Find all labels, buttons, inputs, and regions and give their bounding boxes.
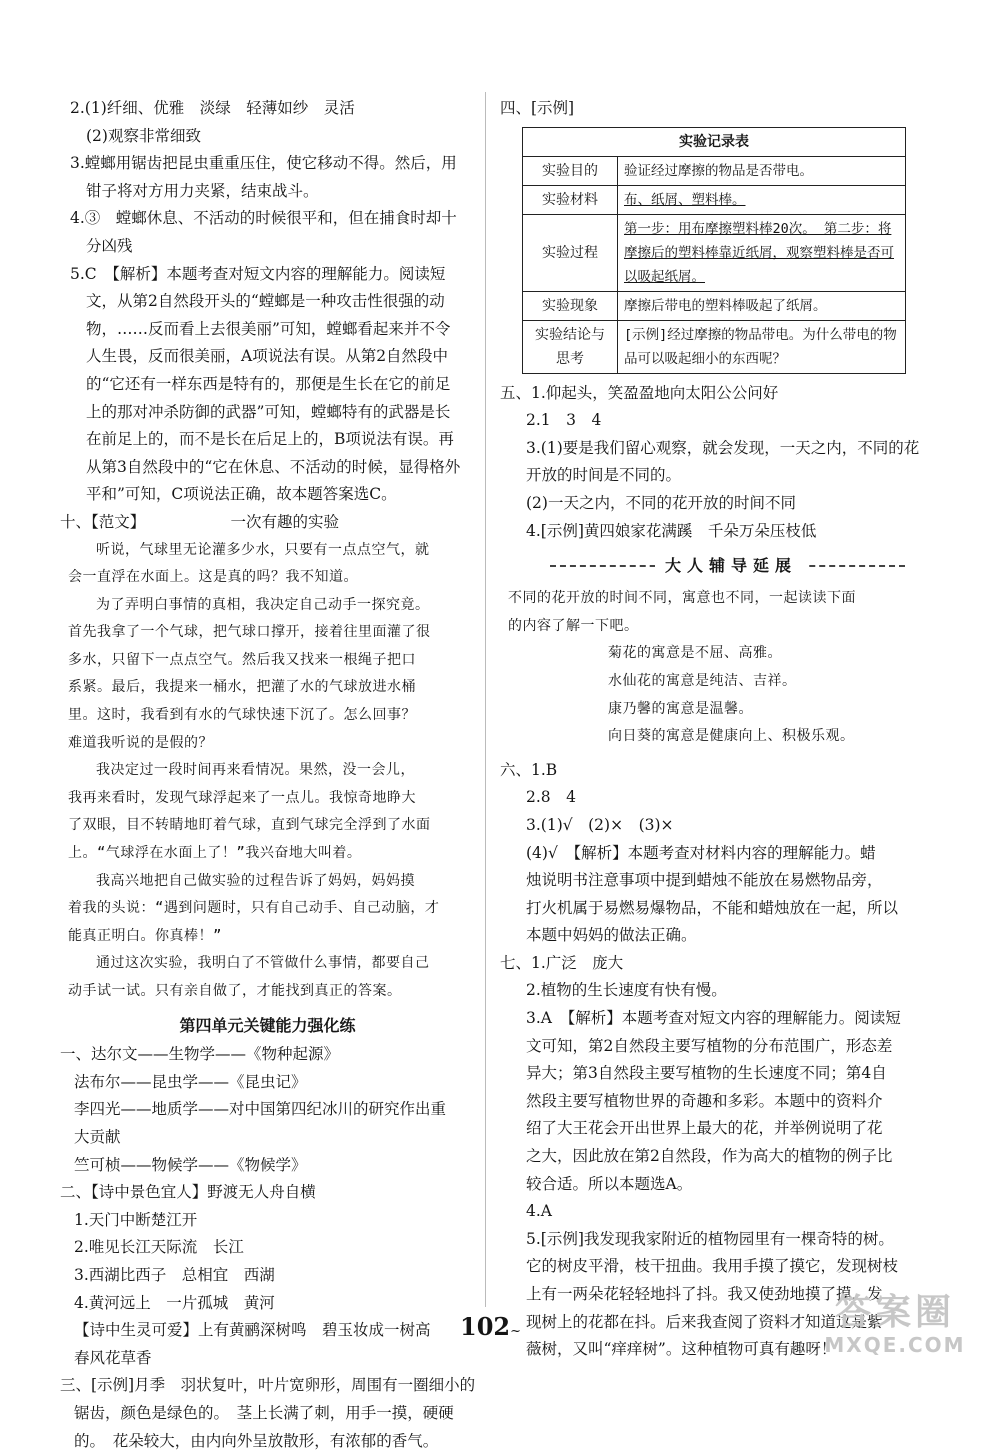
text-line: 烛说明书注意事项中提到蜡烛不能放在易燃物品旁， [500, 867, 945, 895]
text-line: 五、1.仰起头，笑盈盈地向太阳公公问好 [500, 380, 945, 408]
row-key: 实验过程 [523, 214, 618, 291]
row-key: 实验结论与思考 [523, 320, 618, 373]
text-line: 多水，只留下一点点空气。然后我又找来一根绳子把口 [60, 647, 475, 675]
text-line: 异大；第3自然段主要写植物的生长速度不同；第4自 [500, 1060, 945, 1088]
text-line: 较合适。所以本题选A。 [500, 1171, 945, 1199]
text-line: 开放的时间是不同的。 [500, 462, 945, 490]
text-line: 薇树，又叫“痒痒树”。这种植物可真有趣呀！ [500, 1336, 945, 1364]
row-value: 第一步：用布摩擦塑料棒20次。 第二步：将摩擦后的塑料棒靠近纸屑，观察塑料棒是否可以吸起纸屑。 [618, 214, 906, 291]
text-line: 首先我拿了一个气球，把气球口撑开，接着往里面灌了很 [60, 619, 475, 647]
text-line: 我再来看时，发现气球浮起来了一点儿。我惊奇地睁大 [60, 785, 475, 813]
text-line: 人生畏，反而很美丽，A项说法有误。从第2自然段中 [60, 343, 475, 371]
text-line: 1.天门中断楚江开 [60, 1207, 475, 1235]
text-line: 上。“气球浮在水面上了！”我兴奋地大叫着。 [60, 840, 475, 868]
text-line: 康乃馨的寓意是温馨。 [500, 696, 945, 724]
row-value: 验证经过摩擦的物品是否带电。 [618, 156, 906, 185]
text-line: 从第3自然段中的“它在休息、不活动的时候，显得格外 [60, 454, 475, 482]
text-line: 平和”可知，C项说法正确，故本题答案选C。 [60, 481, 475, 509]
row-key: 实验材料 [523, 185, 618, 214]
section-6-7-answers [500, 757, 945, 1364]
text-line: 春风花草香 [60, 1345, 475, 1373]
text-line: (2)观察非常细致 [60, 123, 475, 151]
row-value: 摩擦后带电的塑料棒吸起了纸屑。 [618, 291, 906, 320]
text-line: 一、达尔文——生物学——《物种起源》 [60, 1041, 475, 1069]
banner-title: 大人辅导延展 [655, 553, 807, 579]
text-line: 向日葵的寓意是健康向上、积极乐观。 [500, 723, 945, 751]
text-line: 六、1.B [500, 757, 945, 785]
table-row [523, 291, 906, 320]
text-line: 动手试一试。只有亲自做了，才能找到真正的答案。 [60, 978, 475, 1006]
text-line: 锯齿，颜色是绿色的。 茎上长满了刺，用手一摸，硬硬 [60, 1400, 475, 1428]
text-line: 打火机属于易燃易爆物品，不能和蜡烛放在一起，所以 [500, 895, 945, 923]
text-line: 会一直浮在水面上。这是真的吗？我不知道。 [60, 564, 475, 592]
text-line: 菊花的寓意是不屈、高雅。 [500, 640, 945, 668]
watermark-line2: MXQE.COM [810, 1333, 980, 1357]
text-line: 4.A [500, 1198, 945, 1226]
text-line: 3.西湖比西子 总相宜 西湖 [60, 1262, 475, 1290]
text-line: 为了弄明白事情的真相，我决定自己动手一探究竟。 [60, 592, 475, 620]
text-line: 系紧。最后，我提来一桶水，把灌了水的气球放进水桶 [60, 674, 475, 702]
table-row [523, 156, 906, 185]
text-line: 2.1 3 4 [500, 407, 945, 435]
right-column [500, 95, 945, 1364]
text-line: 5.[示例]我发现我家附近的植物园里有一棵奇特的树。 [500, 1226, 945, 1254]
row-key: 实验现象 [523, 291, 618, 320]
text-line: 不同的花开放的时间不同，寓意也不同，一起读读下面 [500, 585, 945, 613]
text-line: (4)√ 【解析】本题考查对材料内容的理解能力。蜡 [500, 840, 945, 868]
table-title: 实验记录表 [523, 127, 906, 156]
text-line: 3.A 【解析】本题考查对短文内容的理解能力。阅读短 [500, 1005, 945, 1033]
text-line: 【诗中生灵可爱】上有黄鹂深树鸣 碧玉妆成一树高 [60, 1317, 475, 1345]
text-line: 了双眼，目不转睛地盯着气球，直到气球完全浮到了水面 [60, 812, 475, 840]
text-line: 水仙花的寓意是纯洁、吉祥。 [500, 668, 945, 696]
q4-heading: 四、[示例] [500, 95, 945, 123]
text-line: 在前足上的，而不是长在后足上的，B项说法有误。再 [60, 426, 475, 454]
text-line: 李四光——地质学——对中国第四纪冰川的研究作出重 [60, 1096, 475, 1124]
text-line: 文，从第2自然段开头的“螳螂是一种攻击性很强的动 [60, 288, 475, 316]
table-row [523, 320, 906, 373]
text-line: 绍了大王花会开出世界上最大的花，并举例说明了花 [500, 1115, 945, 1143]
text-line: 十、【范文】 一次有趣的实验 [60, 509, 475, 537]
page-number-text: 102 [460, 1312, 510, 1341]
text-line: 2.(1)纤细、优雅 淡绿 轻薄如纱 灵活 [60, 95, 475, 123]
text-line: 大贡献 [60, 1124, 475, 1152]
text-line: 的内容了解一下吧。 [500, 613, 945, 641]
row-value: [示例]经过摩擦的物品带电。为什么带电的物品可以吸起细小的东西呢？ [618, 320, 906, 373]
page-number: 102~ [460, 1312, 521, 1341]
text-line: 的。 花朵较大，由内向外呈放散形，有浓郁的香气。 [60, 1428, 475, 1455]
text-line: 然段主要写植物世界的奇趣和多彩。本题中的资料介 [500, 1088, 945, 1116]
text-line: 七、1.广泛 庞大 [500, 950, 945, 978]
text-line: 之大，因此放在第2自然段，作为高大的植物的例子比 [500, 1143, 945, 1171]
text-line: 听说，气球里无论灌多少水，只要有一点点空气，就 [60, 537, 475, 565]
text-line: 文可知，第2自然段主要写植物的分布范围广，形态差 [500, 1033, 945, 1061]
text-line: 分凶残 [60, 233, 475, 261]
flower-meaning-notes [500, 585, 945, 751]
text-line: 3.螳螂用锯齿把昆虫重重压住，使它移动不得。然后，用 [60, 150, 475, 178]
section-title: 第四单元关键能力强化练 [60, 1012, 475, 1040]
text-line: 我决定过一段时间再来看情况。果然，没一会儿， [60, 757, 475, 785]
text-line: 现树上的花都在抖。后来我查阅了资料才知道这是紫 [500, 1309, 945, 1337]
text-line: 通过这次实验，我明白了不管做什么事情，都要自己 [60, 950, 475, 978]
watermark-line1: 答案圈 [810, 1293, 980, 1333]
text-line: 5.C 【解析】本题考查对短文内容的理解能力。阅读短 [60, 261, 475, 289]
text-line: 3.(1)√ (2)× (3)× [500, 812, 945, 840]
text-line: 二、【诗中景色宜人】野渡无人舟自横 [60, 1179, 475, 1207]
table-row [523, 214, 906, 291]
text-line: 4.③ 螳螂休息、不活动的时候很平和，但在捕食时却十 [60, 205, 475, 233]
text-line: 2.唯见长江天际流 长江 [60, 1234, 475, 1262]
text-line: 上有一两朵花轻轻地抖了抖。我又使劲地摸了摸，发 [500, 1281, 945, 1309]
text-line: 它的树皮平滑，枝干扭曲。我用手摸了摸它，发现树枝 [500, 1253, 945, 1281]
text-line: 物，……反而看上去很美丽”可知，螳螂看起来并不令 [60, 316, 475, 344]
text-line: 难道我听说的是假的？ [60, 730, 475, 758]
text-line: 法布尔——昆虫学——《昆虫记》 [60, 1069, 475, 1097]
row-value: 布、纸屑、塑料棒。 [618, 185, 906, 214]
text-line: 4.黄河远上 一片孤城 黄河 [60, 1290, 475, 1318]
text-line: 本题中妈妈的做法正确。 [500, 922, 945, 950]
text-line: 4.[示例]黄四娘家花满蹊 千朵万朵压枝低 [500, 518, 945, 546]
experiment-record-table [522, 127, 906, 374]
table-row [523, 185, 906, 214]
text-line: (2)一天之内，不同的花开放的时间不同 [500, 490, 945, 518]
text-line: 3.(1)要是我们留心观察，就会发现，一天之内，不同的花 [500, 435, 945, 463]
text-line: 钳子将对方用力夹紧，结束战斗。 [60, 178, 475, 206]
text-line: 三、[示例]月季 羽状复叶，叶片宽卵形，周围有一圈细小的 [60, 1372, 475, 1400]
text-line: 的“它还有一样东西是特有的，那便是生长在它的前足 [60, 371, 475, 399]
watermark-logo [810, 1293, 980, 1357]
text-line: 2.植物的生长速度有快有慢。 [500, 977, 945, 1005]
text-line: 2.8 4 [500, 784, 945, 812]
row-key: 实验目的 [523, 156, 618, 185]
text-line: 能真正明白。你真棒！” [60, 923, 475, 951]
text-line: 上的那对冲杀防御的武器”可知，螳螂特有的武器是长 [60, 399, 475, 427]
text-line: 竺可桢——物候学——《物候学》 [60, 1152, 475, 1180]
column-divider [485, 92, 486, 1307]
text-line: 我高兴地把自己做实验的过程告诉了妈妈，妈妈摸 [60, 868, 475, 896]
text-line: 里。这时，我看到有水的气球快速下沉了。怎么回事？ [60, 702, 475, 730]
tutoring-banner [550, 553, 905, 579]
section-5-answers [500, 380, 945, 546]
text-line: 着我的头说：“遇到问题时，只有自己动手、自己动脑，才 [60, 895, 475, 923]
left-column [60, 95, 475, 1455]
